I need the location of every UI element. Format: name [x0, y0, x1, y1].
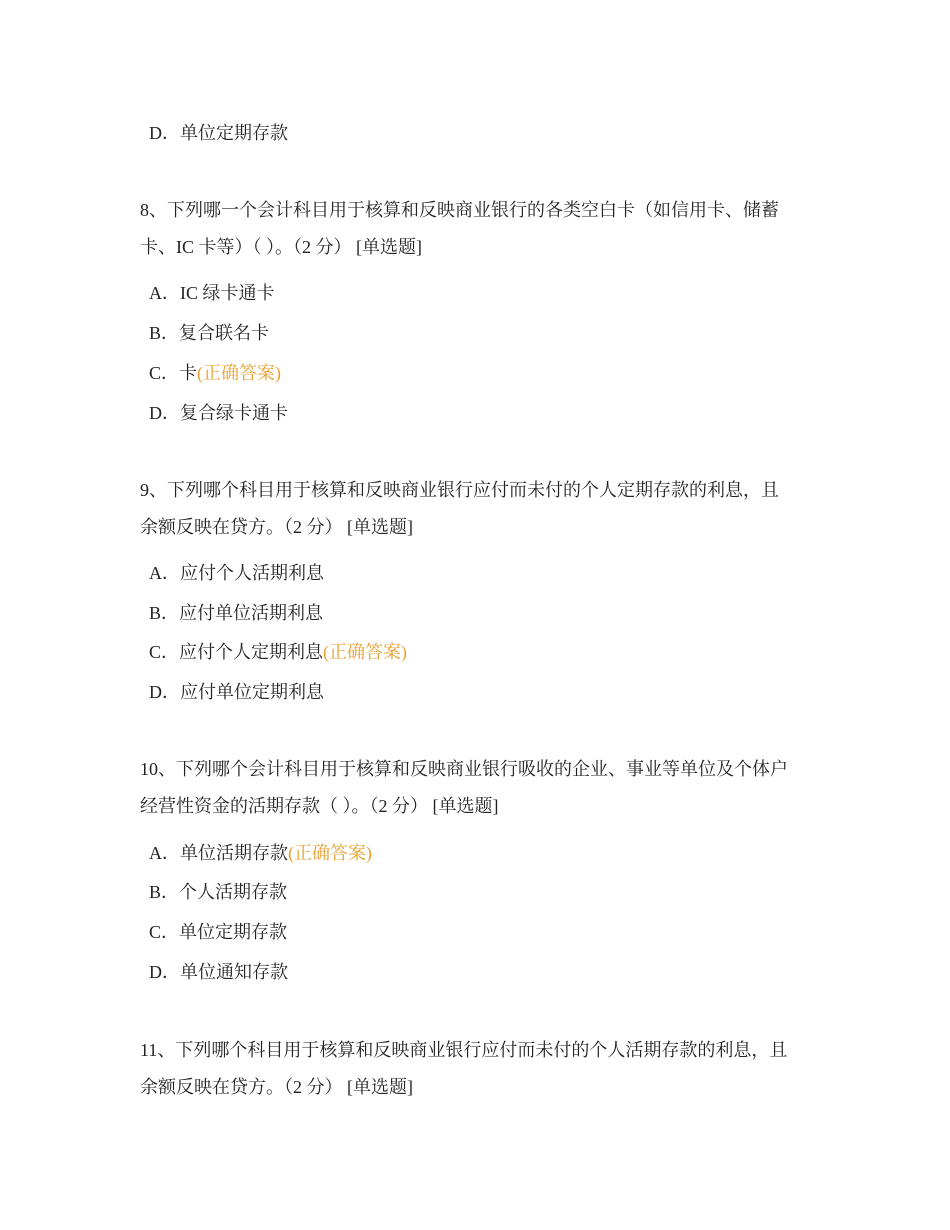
question-text-line1: 10、下列哪个会计科目用于核算和反映商业银行吸收的企业、事业等单位及个体户 — [140, 759, 788, 779]
option-text: 应付个人活期利息 — [180, 563, 324, 583]
option-letter: D． — [149, 682, 180, 702]
option-letter: B． — [149, 323, 180, 343]
option-text: IC 绿卡通卡 — [180, 283, 275, 303]
option-10-d — [149, 960, 288, 984]
question-text-line2: 余额反映在贷方。（2 分） [单选题] — [140, 1077, 413, 1097]
question-text-line2: 余额反映在贷方。（2 分） [单选题] — [140, 517, 413, 537]
option-letter: A． — [149, 563, 180, 583]
question-text-line1: 11、下列哪个科目用于核算和反映商业银行应付而未付的个人活期存款的利息，且 — [140, 1040, 788, 1060]
option-8-c — [149, 361, 281, 385]
option-9-b — [149, 601, 323, 625]
question-11 — [140, 1038, 820, 1099]
correct-answer-mark: (正确答案) — [197, 363, 282, 383]
question-8 — [140, 198, 820, 259]
question-10 — [140, 757, 820, 818]
option-8-d — [149, 401, 288, 425]
option-letter: C． — [149, 922, 180, 942]
option-9-a — [149, 561, 324, 585]
option-text: 卡 — [179, 363, 198, 383]
option-text: 个人活期存款 — [179, 882, 288, 902]
question-text-line1: 8、下列哪一个会计科目用于核算和反映商业银行的各类空白卡（如信用卡、储蓄 — [140, 200, 779, 220]
option-text: 应付个人定期利息 — [179, 642, 324, 662]
correct-answer-mark: (正确答案) — [288, 843, 372, 863]
option-text: 复合联名卡 — [179, 323, 270, 343]
option-10-b — [149, 880, 287, 904]
option-text: 单位通知存款 — [180, 962, 288, 982]
question-text-line2: 卡、IC 卡等）（ ）。（2 分） [单选题] — [140, 237, 422, 257]
question-text-line2: 经营性资金的活期存款（ ）。（2 分） [单选题] — [140, 796, 499, 816]
option-prev-d — [149, 121, 288, 145]
option-8-b — [149, 321, 269, 345]
question-9 — [140, 478, 820, 539]
option-text: 单位定期存款 — [180, 123, 288, 143]
option-10-a — [149, 841, 372, 865]
option-8-a — [149, 281, 275, 305]
correct-answer-mark: (正确答案) — [323, 642, 408, 662]
option-letter: C． — [149, 363, 180, 383]
option-9-d — [149, 680, 324, 704]
option-letter: D． — [149, 123, 180, 143]
question-text-line1: 9、下列哪个科目用于核算和反映商业银行应付而未付的个人定期存款的利息，且 — [140, 480, 779, 500]
option-10-c — [149, 920, 287, 944]
option-letter: B． — [149, 603, 180, 623]
option-text: 应付单位活期利息 — [179, 603, 324, 623]
option-9-c — [149, 640, 407, 664]
option-letter: D． — [149, 962, 180, 982]
option-letter: B． — [149, 882, 180, 902]
option-letter: A． — [149, 843, 180, 863]
option-text: 单位定期存款 — [179, 922, 288, 942]
option-letter: C． — [149, 642, 180, 662]
option-text: 复合绿卡通卡 — [180, 403, 288, 423]
option-letter: D． — [149, 403, 180, 423]
option-text: 应付单位定期利息 — [180, 682, 324, 702]
option-text: 单位活期存款 — [180, 843, 288, 863]
option-letter: A． — [149, 283, 180, 303]
